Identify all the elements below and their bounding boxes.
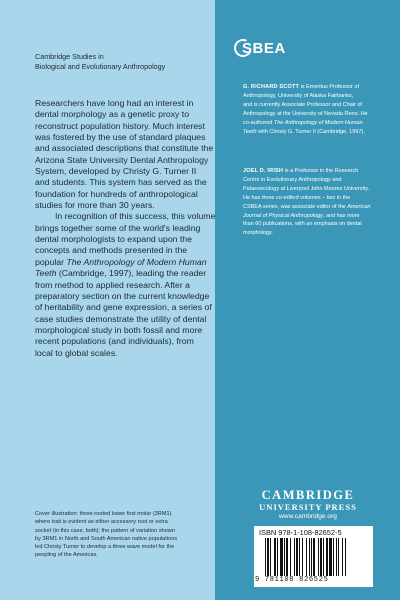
author-bio-scott [243, 83, 393, 136]
blurb-line: and students. This system has served as the [35, 177, 207, 188]
publisher-imprint [238, 488, 378, 522]
barcode-box [254, 526, 373, 587]
blurb-line [35, 268, 207, 279]
barcode-bar [299, 538, 300, 576]
bio-line [243, 83, 393, 92]
bio-line: and is currently Associate Professor and Chair of [243, 101, 362, 108]
barcode-bar [302, 538, 303, 576]
blurb-text: popular [35, 256, 64, 267]
barcode-bar [329, 538, 332, 576]
barcode-digits: 9 781108 826525 [255, 576, 329, 584]
barcode-bar [280, 538, 283, 576]
author-bio-irish [243, 167, 393, 238]
barcode-bar [333, 538, 334, 576]
barcode-bar [313, 538, 315, 576]
publisher-url: www.cambridge.org [279, 513, 337, 520]
blurb-line: preparatory section on the current knowledge [35, 290, 210, 301]
bio-line [243, 128, 393, 137]
bio-text: , and has more [322, 212, 360, 219]
blurb-line: reconstruct population history. Much interest [35, 120, 205, 131]
barcode-bar [274, 538, 276, 576]
barcode-bar [270, 538, 271, 576]
barcode-bar [296, 538, 298, 576]
series-line-2: Biological and Evolutionary Anthropology [35, 62, 166, 71]
barcode-bar [277, 538, 278, 576]
caption-line: by 3RM1 in North and South American native populations [35, 535, 178, 542]
bio-line: Anthropology at the University of Nevada Reno. He [243, 110, 368, 117]
blurb-line: foundation for hundreds of anthropological [35, 188, 198, 199]
bio-text: CSBEA series, was associate editor of the [243, 203, 346, 210]
blurb-line: local to global scales. [35, 347, 118, 358]
author-name: G. RICHARD SCOTT [243, 84, 300, 90]
journal-title: American [347, 203, 371, 210]
bio-text: is a Professor in the Research [283, 168, 359, 174]
blurb-line: from method to applied research. After a [35, 279, 191, 290]
book-title: The Anthropology of Modern Human [66, 256, 207, 267]
caption-line: Cover illustration: three-rooted lower first molar (3RM1) [35, 511, 172, 517]
blurb [35, 98, 216, 359]
bio-text: co-authored [243, 119, 273, 126]
barcode-bar [294, 538, 295, 576]
blurb-paragraph-2 [35, 211, 216, 358]
caption-line: led Christy Turner to develop a three wave model for the [35, 544, 175, 551]
blurb-line: dental morphologists to expand upon the [35, 234, 192, 245]
bio-line: Anthropology, University of Alaska Fairbanks, [243, 92, 354, 99]
bio-line: Centre in Evolutionary Anthropology and [243, 176, 342, 183]
journal-title: Journal of Physical Anthropology [243, 212, 323, 219]
bio-text: with Christy G. Turner II (Cambridge, 1997). [256, 128, 365, 135]
blurb-line: was fostered by the use of standard plaques [35, 132, 206, 143]
bio-line [243, 203, 393, 212]
barcode-bar [309, 538, 310, 576]
blurb-line: Arizona State University Dental Anthropology [35, 154, 209, 165]
caption-line: where trait is evident as either accessory root or extra [35, 519, 168, 526]
barcode-bar [284, 538, 285, 576]
blurb-line: brings together some of the world's leading [35, 222, 201, 233]
logo-text: SBEA [242, 39, 286, 57]
blurb-line: morphological study in both fossil and more [35, 324, 203, 335]
barcode-bar [318, 538, 319, 576]
blurb-line: and associated descriptions that constitute the [35, 143, 214, 154]
bio-line [243, 167, 393, 176]
bio-line: than 60 publications, with an emphasis on dental [243, 221, 362, 228]
barcode-bar [326, 538, 328, 576]
caption-line: peopling of the Americas. [35, 552, 98, 559]
blurb-line: of heritability and gene expression, a series of [35, 302, 212, 313]
barcode-bar [320, 538, 322, 576]
blurb-line: case studies demonstrate the utility of dental [35, 313, 207, 324]
blurb-line: In recognition of this success, this volume [55, 211, 216, 222]
barcode-bar [311, 538, 312, 576]
series-line-1: Cambridge Studies in [35, 52, 104, 61]
blurb-line: concepts and methods presented in the [35, 245, 188, 256]
series-logo [234, 38, 286, 58]
blurb-paragraph-1 [35, 98, 214, 211]
barcode-bar [290, 538, 291, 576]
barcode-bar [286, 538, 288, 576]
series-title [35, 52, 205, 72]
blurb-text: (Cambridge, 1997), leading the reader [56, 268, 207, 279]
bio-text: is Emeritus Professor of [299, 84, 359, 90]
barcode-bar [338, 538, 339, 576]
author-name: JOEL D. IRISH [243, 168, 284, 174]
barcode-bar [345, 538, 346, 576]
barcode-icon [265, 538, 369, 578]
isbn-text: ISBN 978-1-108-82652-5 [259, 528, 342, 537]
bio-line: Palaeoecology at Liverpool John Moores University. [243, 185, 370, 192]
cover-illustration-caption [35, 510, 211, 560]
barcode-bar [267, 538, 269, 576]
barcode-bar [342, 538, 343, 576]
bio-line: He has three co-edited volumes – two in the [243, 194, 351, 201]
bio-line [243, 119, 393, 128]
blurb-line: System, developed by Christy G. Turner II [35, 166, 197, 177]
blurb-line [35, 257, 207, 268]
book-title: The Anthropology of Modern Human [273, 119, 363, 126]
publisher-name: CAMBRIDGE [261, 488, 355, 502]
blurb-line: dental morphology as a genetic proxy to [35, 109, 190, 120]
blurb-line: studies for more than 30 years. [35, 200, 155, 211]
bio-line: morphology. [243, 230, 273, 237]
publisher-subtitle: UNIVERSITY PRESS [259, 502, 357, 512]
blurb-line: Researchers have long had an interest in [35, 98, 194, 108]
bio-line [243, 212, 393, 221]
barcode-bar [265, 538, 266, 576]
book-title: Teeth [243, 128, 257, 135]
caption-line: socket (in this case, both); the pattern of variation shown [35, 527, 175, 534]
barcode-bar [306, 538, 307, 576]
book-title: Teeth [35, 268, 57, 279]
barcode-bar [323, 538, 324, 576]
barcode-bar [336, 538, 337, 576]
blurb-line: recent populations (and individuals), from [35, 336, 194, 347]
